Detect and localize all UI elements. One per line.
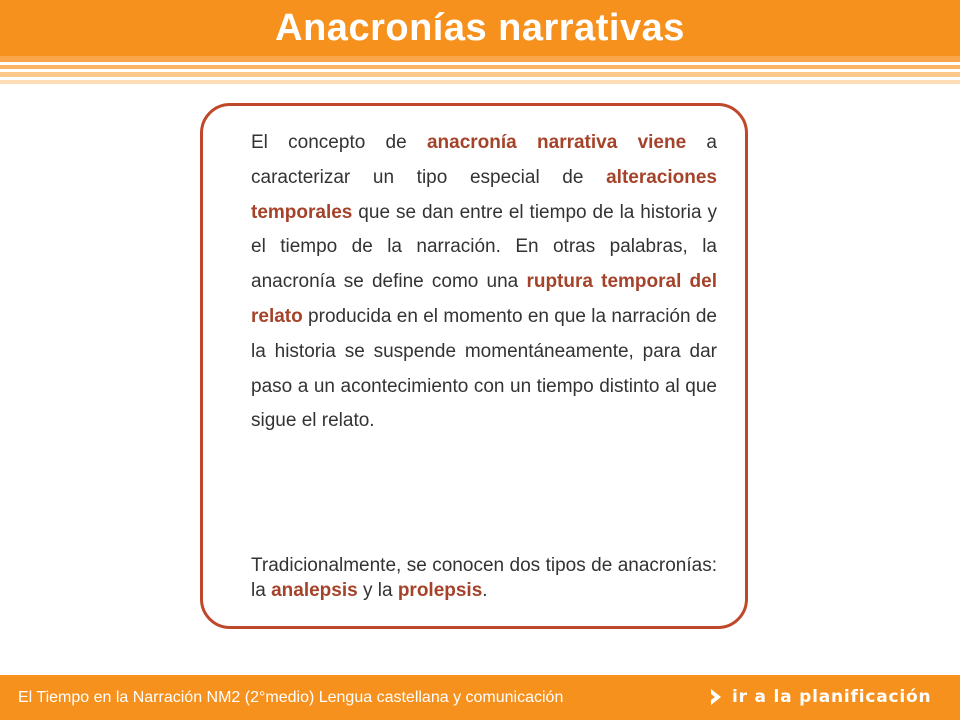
definition-paragraph [251,126,717,439]
text-segment: a caracterizar un tipo especial de [251,132,717,188]
page-title: Anacronías narrativas [275,7,685,49]
text-segment: Tradicionalmente, se conocen dos tipos de anacronías: la [251,555,717,601]
go-to-planning-label: ir a la planificación [732,687,932,707]
footer-caption: El Tiempo en la Narración NM2 (2°medio) Lengua castellana y comunicación [18,689,564,706]
emphasized-term: alteraciones temporales [251,166,717,223]
emphasized-term: ruptura temporal del relato [251,271,717,327]
emphasized-term: analepsis [271,580,358,601]
text-segment: El concepto de [251,132,427,153]
types-paragraph [251,553,717,603]
header-stripe [0,80,960,84]
emphasized-term: anacronía narrativa viene [426,132,687,153]
text-segment: que se dan entre el tiempo de la historia y el tiempo de la narración. En otras palabras, la anacronía se define como una [251,201,717,293]
text-segment: producida en el momento en que la narración de la historia se suspende momentáneamente, para dar paso a un acontecimiento con un tiempo distinto al que sigue el relato. [251,305,717,432]
chevron-right-icon [706,687,726,707]
go-to-planning-link[interactable] [706,682,931,712]
text-segment: . [482,580,488,601]
emphasized-term: prolepsis [397,580,483,601]
text-segment: y la [357,580,398,601]
